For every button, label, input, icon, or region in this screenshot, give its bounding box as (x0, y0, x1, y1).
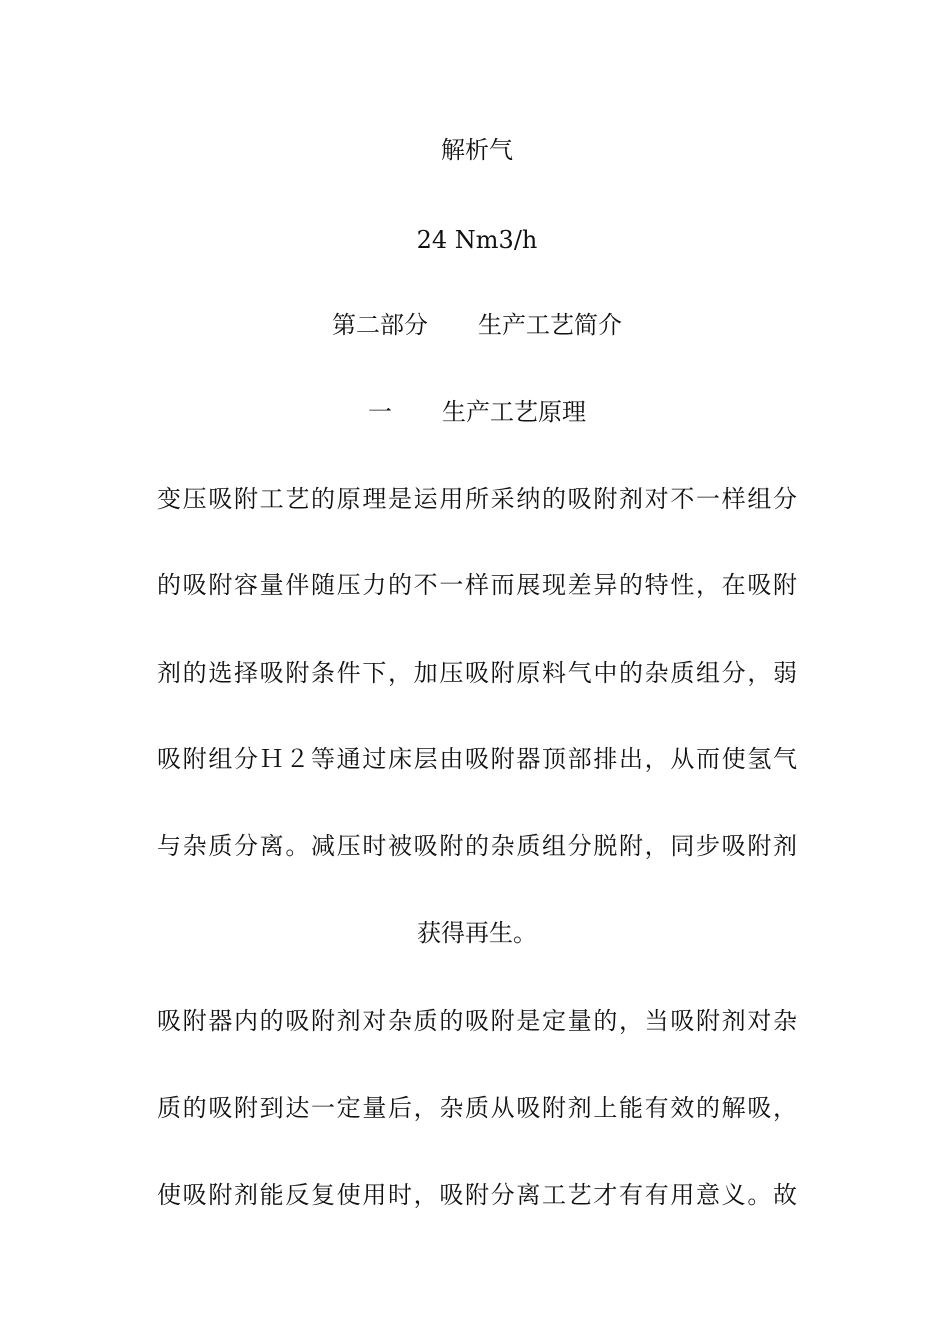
paragraph-line: 变压吸附工艺的原理是运用所采纳的吸附剂对不一样组分 (157, 485, 797, 513)
paragraph-line: 质的吸附到达一定量后，杂质从吸附剂上能有效的解吸， (157, 1094, 797, 1122)
section-heading-desorption-gas: 解析气 (441, 136, 513, 164)
part-heading (157, 310, 797, 340)
paragraph-line: 吸附组分Ｈ２等通过床层由吸附器顶部排出，从而使氢气 (157, 745, 797, 773)
paragraph-line: 吸附器内的吸附剂对杂质的吸附是定量的，当吸附剂对杂 (157, 1007, 797, 1035)
subsection-heading (157, 397, 797, 427)
paragraph-line: 剂的选择吸附条件下，加压吸附原料气中的杂质组分，弱 (157, 659, 797, 687)
subsection-title: 生产工艺原理 (442, 398, 586, 426)
paragraph-line: 与杂质分离。减压时被吸附的杂质组分脱附，同步吸附剂 (157, 832, 797, 860)
paragraph-last-line: 获得再生。 (417, 919, 537, 947)
subsection-number: 一 (368, 398, 392, 426)
paragraph-line: 的吸附容量伴随压力的不一样而展现差异的特性，在吸附 (157, 571, 797, 599)
part-number: 第二部分 (332, 311, 428, 339)
part-title: 生产工艺简介 (478, 311, 622, 339)
paragraph-line: 使吸附剂能反复使用时，吸附分离工艺才有有用意义。故 (157, 1181, 797, 1209)
flow-rate-value: 24 Nm3/h (416, 226, 538, 254)
